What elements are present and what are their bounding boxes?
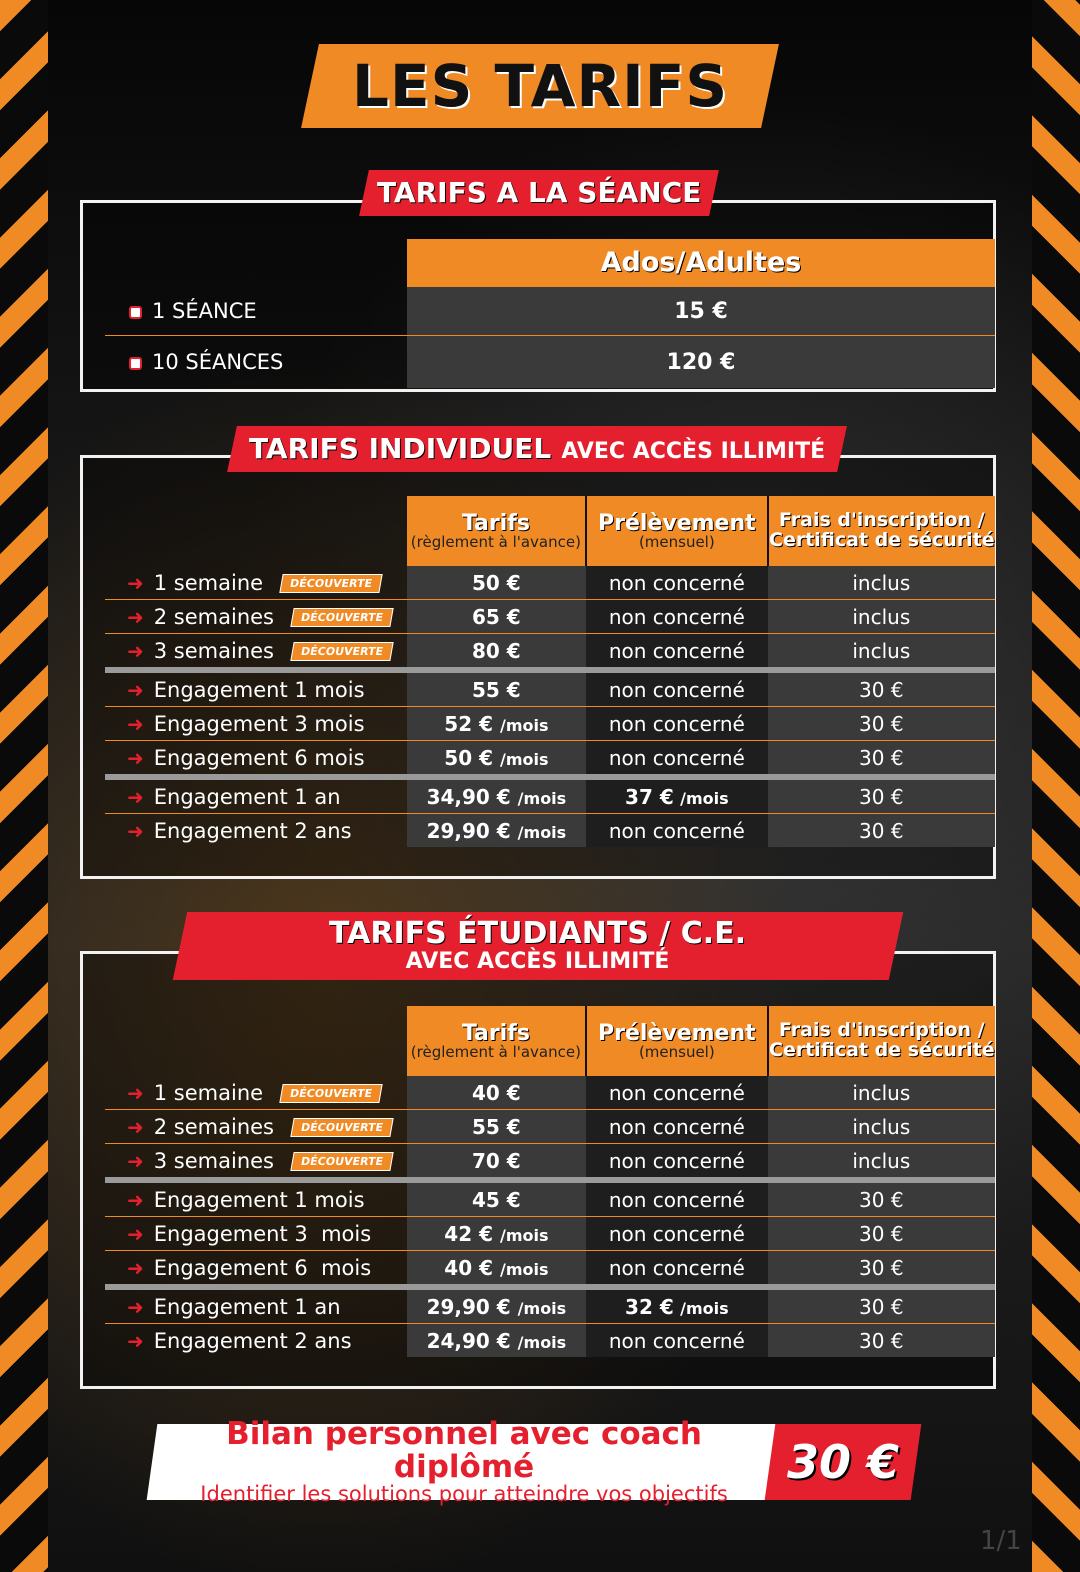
seance-banner [359,170,719,216]
etudiants-box [80,951,996,1389]
row-frais: 30 € [768,1217,995,1251]
row-label: 1 semaine [153,570,264,595]
etudiants-banner-title: TARIFS ÉTUDIANTS / C.E. [329,916,747,951]
bilan-price: 30 € [786,1435,900,1489]
row-prelevement: non concerné [586,1183,768,1217]
arrow-icon: ➜ [127,1080,144,1105]
row-tarif: 34,90 € /mois [407,780,586,814]
table-row [105,1144,995,1178]
bilan-title: Bilan personnel avec coach diplômé [226,1416,702,1485]
bullet-icon [129,306,142,319]
row-tarif: 65 € [407,600,586,634]
row-prelevement: non concerné [586,566,768,600]
row-tarif: 55 € [407,673,586,707]
arrow-icon: ➜ [127,1114,144,1139]
row-frais: inclus [768,634,995,668]
etudiants-banner-sub: AVEC ACCÈS ILLIMITÉ [406,949,670,974]
row-tarif: 40 € [407,1076,586,1110]
table-row [105,741,995,775]
row-label: 10 SÉANCES [152,350,284,374]
row-prelevement: non concerné [586,707,768,741]
row-tarif: 50 € /mois [407,741,586,775]
individuel-banner-sub: AVEC ACCÈS ILLIMITÉ [561,439,826,464]
row-label: Engagement 1 mois [153,677,365,702]
left-hazard-stripe [0,0,48,1572]
seance-header-cell [407,239,995,287]
row-tarif: 52 € /mois [407,707,586,741]
decouverte-badge: DÉCOUVERTE [290,608,393,627]
row-prelevement: non concerné [586,1251,768,1285]
row-frais: 30 € [768,1324,995,1358]
header-prelevement: Prélèvement (mensuel) [586,496,768,566]
main-title-banner [301,44,779,128]
etudiants-banner [173,912,903,980]
row-prelevement: non concerné [586,673,768,707]
row-label: Engagement 2 ans [153,1328,352,1353]
row-frais: inclus [768,1110,995,1144]
bullet-icon [129,357,142,370]
arrow-icon: ➜ [127,1328,144,1353]
arrow-icon: ➜ [127,1187,144,1212]
row-prelevement: non concerné [586,1110,768,1144]
bilan-subtitle: Identifier les solutions pour atteindre vos objectifs [200,1482,728,1507]
arrow-icon: ➜ [127,604,144,629]
table-row [105,1324,995,1358]
row-frais: inclus [768,1076,995,1110]
arrow-icon: ➜ [127,1148,144,1173]
row-prelevement: non concerné [586,1144,768,1178]
arrow-icon: ➜ [127,745,144,770]
row-label: Engagement 3 mois [153,1221,372,1246]
table-row [105,600,995,634]
individuel-box [80,455,996,879]
row-frais: 30 € [768,1290,995,1324]
row-price: 120 € [407,336,995,389]
decouverte-badge: DÉCOUVERTE [290,1118,393,1137]
row-label: Engagement 1 an [153,1294,341,1319]
right-hazard-stripe [1032,0,1080,1572]
row-price: 15 € [407,287,995,336]
table-row [105,1110,995,1144]
decouverte-badge: DÉCOUVERTE [279,1084,382,1103]
decouverte-badge: DÉCOUVERTE [290,642,393,661]
row-label: 3 semaines [153,638,274,663]
etudiants-table [105,1006,995,1357]
page-number: 1/1 [980,1526,1022,1556]
seance-banner-title: TARIFS A LA SÉANCE [376,176,702,209]
table-row [105,780,995,814]
row-prelevement: 32 € /mois [586,1290,768,1324]
row-tarif: 45 € [407,1183,586,1217]
row-label: Engagement 6 mois [153,745,365,770]
table-row [105,336,995,389]
row-tarif: 80 € [407,634,586,668]
header-tarifs: Tarifs (règlement à l'avance) [407,1006,586,1076]
table-row [105,1183,995,1217]
decouverte-badge: DÉCOUVERTE [279,574,382,593]
table-row [105,673,995,707]
arrow-icon: ➜ [127,1255,144,1280]
row-label: 3 semaines [153,1148,274,1173]
row-frais: 30 € [768,1183,995,1217]
individuel-banner-title: TARIFS INDIVIDUEL [248,432,552,465]
table-row [105,1217,995,1251]
row-label: 2 semaines [153,604,274,629]
table-row [105,1290,995,1324]
header-prelevement: Prélèvement (mensuel) [586,1006,768,1076]
row-label: 2 semaines [153,1114,274,1139]
row-frais: inclus [768,1144,995,1178]
arrow-icon: ➜ [127,1221,144,1246]
row-tarif: 40 € /mois [407,1251,586,1285]
table-row [105,634,995,668]
arrow-icon: ➜ [127,1294,144,1319]
row-tarif: 29,90 € /mois [407,1290,586,1324]
decouverte-badge: DÉCOUVERTE [290,1152,393,1171]
row-label: 1 semaine [153,1080,264,1105]
row-tarif: 29,90 € /mois [407,814,586,848]
arrow-icon: ➜ [127,784,144,809]
row-tarif: 42 € /mois [407,1217,586,1251]
row-prelevement: 37 € /mois [586,780,768,814]
row-tarif: 24,90 € /mois [407,1324,586,1358]
row-prelevement: non concerné [586,1324,768,1358]
row-label: 1 SÉANCE [152,299,257,323]
header-frais: Frais d'inscription / Certificat de sécurité [768,496,995,566]
arrow-icon: ➜ [127,638,144,663]
row-tarif: 50 € [407,566,586,600]
header-tarifs: Tarifs (règlement à l'avance) [407,496,586,566]
row-frais: inclus [768,566,995,600]
bilan-panel [147,1416,782,1507]
row-tarif: 55 € [407,1110,586,1144]
row-frais: 30 € [768,707,995,741]
row-label: Engagement 2 ans [153,818,352,843]
row-label: Engagement 6 mois [153,1255,372,1280]
row-frais: 30 € [768,780,995,814]
row-prelevement: non concerné [586,1076,768,1110]
arrow-icon: ➜ [127,677,144,702]
row-frais: 30 € [768,1251,995,1285]
row-prelevement: non concerné [586,1217,768,1251]
table-row [105,1076,995,1110]
row-frais: 30 € [768,673,995,707]
seance-box [80,200,996,392]
arrow-icon: ➜ [127,570,144,595]
row-tarif: 70 € [407,1144,586,1178]
bilan-price-box [765,1424,922,1500]
row-frais: 30 € [768,814,995,848]
row-label: Engagement 1 mois [153,1187,365,1212]
row-prelevement: non concerné [586,814,768,848]
row-prelevement: non concerné [586,600,768,634]
header-frais: Frais d'inscription / Certificat de sécurité [768,1006,995,1076]
row-frais: inclus [768,600,995,634]
row-prelevement: non concerné [586,634,768,668]
arrow-icon: ➜ [127,818,144,843]
table-row [105,1251,995,1285]
table-row [105,566,995,600]
seance-table [105,239,995,388]
arrow-icon: ➜ [127,711,144,736]
seance-header: Ados/Adultes [600,246,802,278]
row-label: Engagement 3 mois [153,711,365,736]
table-row [105,287,995,336]
individuel-banner [227,426,847,472]
main-title: LES TARIFS [351,52,729,120]
table-row [105,707,995,741]
table-row [105,814,995,848]
row-label: Engagement 1 an [153,784,341,809]
individuel-table [105,496,995,847]
row-prelevement: non concerné [586,741,768,775]
row-frais: 30 € [768,741,995,775]
